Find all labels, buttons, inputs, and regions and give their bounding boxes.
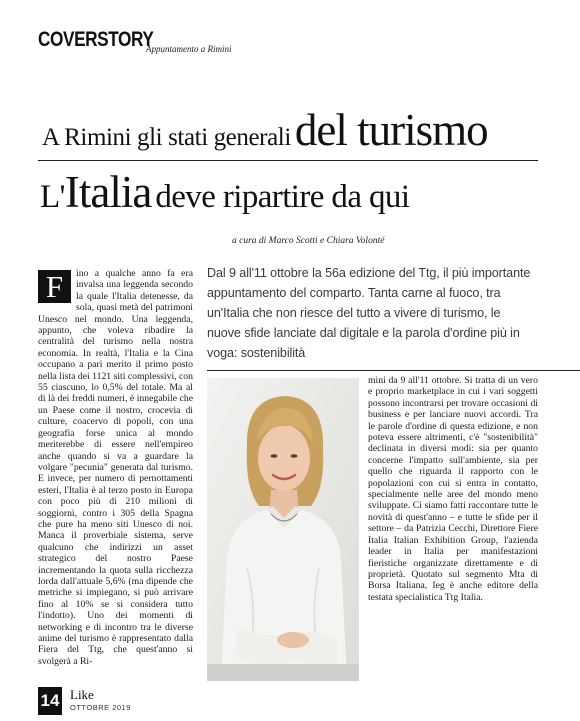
headline-line-2 [40,166,409,218]
body-column-1-text: ino a qualche anno fa era invalsa una leggenda secondo la quale l'Italia detenesse, da sola, quasi metà del patrimoni Unesco nel mondo. Una leggenda, appunto, che voleva ribadire la centralità del turismo nella nostra economia. In realtà, l'Italia e la Cina occupano a pari merito il primo posto nella lista dei 1121 siti complessivi, con 55 ciascuno, lo 0,5% del totale. Ma al di là dei freddi numeri, è innegabile che un Paese come il nostro, crocevia di culture, coacervo di popoli, con una geografia forse unica al mondo meriterebbe di essere nell'empireo anche quando si va a guardare la volgare "pecunia" generata dal turismo. E invece, per numero di pernottamenti esteri, l'Italia è al terzo posto in Europa con poco più di 210 milioni di soggiorni, contro i 305 della Spagna che pure ha meno siti Unesco di noi. Manca il proverbiale sistema, serve qualcuno che indirizzi un asset strategico del nostro Paese incrementando la quota sulla ricchezza lorda dall'attuale 5,6% (ma dipende che metriche si impiegano, si può arrivare fino al 10% se si considera tutto l'indotto). Uno dei momenti di networking e di incontro tra le diverse anime del turismo è rappresentato dalla Fiera del Ttg, che quest'anno si svolgerà a Ri- [38,268,193,667]
section-title: COVERSTORY [38,28,154,51]
issue-date: OTTOBRE 2019 [70,703,131,712]
headline-2-big: Italia [64,167,152,217]
headline-divider [38,160,538,161]
body-column-1 [38,268,193,678]
headline-2-small-a: L' [40,179,65,215]
lead-paragraph: Dal 9 all'11 ottobre la 56a edizione del Ttg, il più importante appuntamento del comparto. Tanta carne al fuoco, tra un'Italia che non riesce del tutto a vivere di turismo, le nuove sfide lanciate dal digitale e la parola d'ordine più in voga: sostenibilità [207,266,531,360]
section-subtitle: Appuntamento a Rimini [146,44,232,54]
portrait-illustration [207,378,359,681]
drop-cap: F [38,270,71,303]
headline-1-small: A Rimini gli stati generali [42,124,291,151]
magazine-logo: Like [70,687,94,702]
byline: a cura di Marco Scotti e Chiara Volonté [232,236,385,246]
lead-divider [207,370,580,371]
page-number: 14 [38,687,62,715]
body-column-3: mini da 9 all'11 ottobre. Si tratta di un vero e proprio marketplace in cui i vari soggetti possono incontrarsi per trovare occasioni di business e per lanciare nuovi accordi. Tra le parole d'ordine di questa edizione, e non poteva essere altrimenti, c'è "sostenibilità" declinata in diversi modi: sia per quanto concerne l'impatto sull'ambiente, sia per quello che riguarda il rapporto con le popolazioni con cui si entra in contatto, specialmente nelle aree del mondo meno sviluppate. Ci siamo fatti raccontare tutte le novità di quest'anno – e tutte le sfide per il settore – da Patrizia Cecchi, Direttore Fiere Italia Italian Exhibition Group, l'azienda leader in Italia per manifestazioni fieristiche organizzate direttamente e di proprietà. Quotato sul segmento Mta di Borsa Italiana, Ieg è anche editore della testata specialistica Ttg Italia. [368,375,538,603]
headline-1-big: del turismo [294,105,488,155]
portrait-photo [207,378,359,681]
headline-2-small-b: deve ripartire da qui [155,179,410,215]
headline-line-1 [42,104,488,156]
